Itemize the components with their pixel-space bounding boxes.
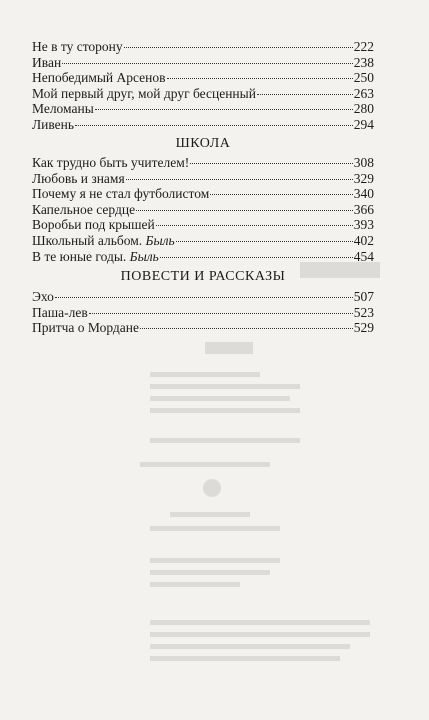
entry-title: Почему я не стал футболистом [32,186,210,202]
toc-section-2 [32,155,374,264]
entry-title: Эхо [32,289,54,304]
dot-leader [62,63,353,64]
entry-page-number: 238 [353,54,374,70]
dot-leader [190,163,352,164]
toc-entry [32,233,374,249]
entry-page-number: 329 [353,170,374,186]
toc-entry [32,217,374,233]
entry-title: Воробьи под крышей [32,217,155,233]
toc-entry [32,249,374,265]
dot-leader [75,125,353,126]
entry-title-text: В те юные годы. [32,248,130,264]
dot-leader [89,313,353,314]
entry-page-number: 507 [353,289,374,304]
entry-page-number: 222 [353,39,374,54]
toc-entry [32,101,374,117]
dot-leader [136,210,353,211]
dot-leader [95,109,353,110]
entry-title: Мой первый друг, мой друг бесценный [32,85,256,101]
entry-page-number: 402 [353,232,374,248]
entry-page-number: 523 [353,304,374,320]
entry-page-number: 529 [353,320,374,336]
entry-title: Иван [32,54,62,70]
dot-leader [176,241,353,242]
entry-page-number: 393 [353,217,374,233]
entry-title [32,233,175,249]
toc-entry [32,117,374,133]
entry-page-number: 308 [353,155,374,170]
toc-entry [32,171,374,187]
dot-leader [160,257,353,258]
entry-title [32,249,159,265]
toc-entry [32,70,374,86]
dot-leader [55,297,353,298]
toc-entry [32,320,374,336]
toc-section-3 [32,289,374,336]
entry-title: Капельное сердце [32,201,136,217]
dot-leader [156,225,353,226]
toc-entry [32,202,374,218]
section-heading-stories: ПОВЕСТИ И РАССКАЗЫ [120,269,286,284]
toc-section-1 [32,39,374,133]
dot-leader [124,47,353,48]
toc-entry [32,86,374,102]
dot-leader [126,179,353,180]
entry-page-number: 250 [353,70,374,86]
entry-title: Любовь и знамя [32,170,125,186]
toc-entry [32,289,374,305]
toc-entry [32,305,374,321]
entry-title: Ливень [32,116,75,132]
entry-title-text: Школьный альбом. [32,232,146,248]
entry-title-italic: Быль [145,232,175,248]
entry-title: Как трудно быть учителем! [32,155,190,170]
entry-page-number: 366 [353,201,374,217]
entry-page-number: 340 [353,186,374,202]
entry-title: Не в ту сторону [32,39,123,54]
entry-page-number: 454 [353,248,374,264]
toc-entry [32,186,374,202]
toc-entry [32,39,374,55]
dot-leader [167,78,353,79]
entry-title: Притча о Мордане [32,320,139,336]
dot-leader [257,94,353,95]
dot-leader [140,328,353,329]
entry-page-number: 280 [353,101,374,117]
entry-page-number: 294 [353,116,374,132]
toc-entry [32,55,374,71]
dot-leader [210,194,352,195]
section-heading-school: ШКОЛА [175,136,231,151]
entry-title: Непобедимый Арсенов [32,70,166,86]
entry-title-italic: Быль [129,248,159,264]
entry-title: Паша-лев [32,304,88,320]
entry-page-number: 263 [353,85,374,101]
toc-entry [32,155,374,171]
entry-title: Меломаны [32,101,94,117]
